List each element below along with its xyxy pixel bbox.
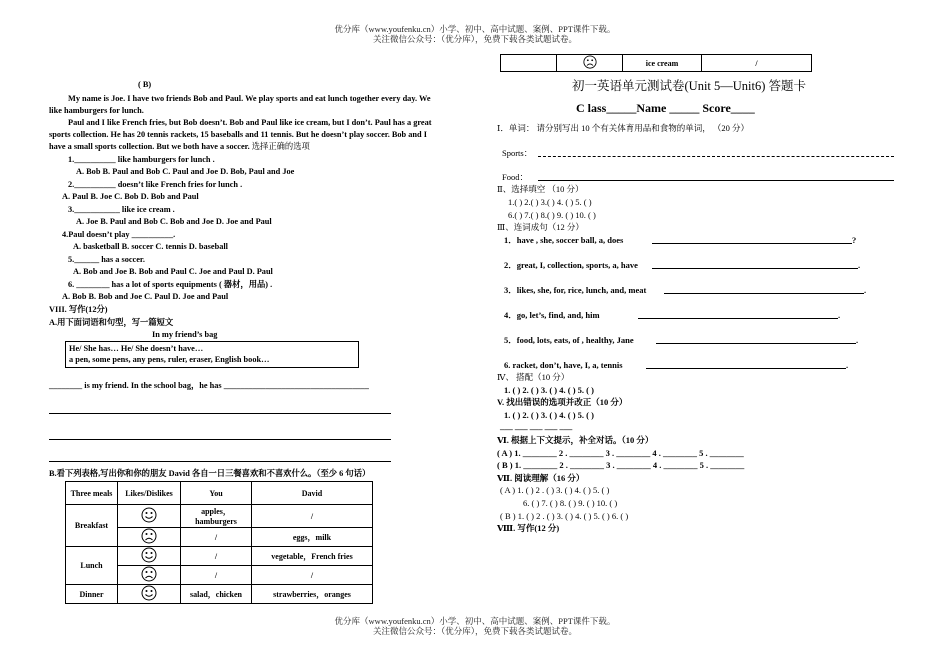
david-cell: strawberries，oranges (252, 585, 373, 604)
meals-table (65, 481, 373, 604)
writing-title: VIII. 写作(12分) (49, 305, 108, 314)
section-6-row-b: ( B ) 1. ________ 2 . ________ 3 . ________ 4 . ________ 5 . ________ (497, 460, 745, 470)
happy-face-icon (141, 585, 157, 601)
header-line-2: 关注微信公众号：（优分库），免费下载各类试题试卷。 (372, 34, 577, 44)
sports-label: Sports： (502, 148, 533, 158)
word-box-line-2: a pen, some pens, any pens, ruler, eraser, English book… (69, 355, 270, 364)
sentence-answer-line[interactable] (656, 343, 856, 344)
passage-text: have a small sports collection. But we both have a soccer. (49, 142, 250, 151)
empty-cell (501, 55, 557, 72)
you-cell: apples，hamburgers (181, 505, 252, 528)
meal-lunch: Lunch (66, 547, 118, 585)
footer-line-2: 关注微信公众号：（优分库），免费下载各类试题试卷。 (372, 626, 577, 636)
writing-b-instruction: B.看下列表格,写出你和你的朋友 David 各自一日三餐喜欢和不喜欢什么。（至少 6 句话） (49, 469, 371, 478)
slash-cell: / (702, 55, 812, 72)
face-cell (118, 505, 181, 528)
section-4-row: 1. ( ) 2. ( ) 3. ( ) 4. ( ) 5. ( ) (504, 385, 594, 395)
header-likes-dislikes: Likes/Dislikes (118, 482, 181, 505)
section-5-blanks: ___ ___ ___ ___ ___ (500, 421, 573, 431)
sentence-prompt: 1．have , she, soccer ball, a, does (504, 235, 624, 245)
passage-instruction: 选择正确的选项 (251, 142, 310, 151)
you-cell: / (181, 528, 252, 547)
passage-line: sports collection. He has 20 tennis rackets, 15 baseballs and 11 tennis. But he doesn’t play soccer. Bob and I (49, 130, 427, 139)
sentence-answer-line[interactable] (664, 293, 864, 294)
question-options: A. basketball B. soccer C. tennis D. baseball (73, 242, 228, 251)
sports-answer-line[interactable] (538, 156, 894, 157)
answer-line[interactable] (49, 461, 391, 462)
answer-line[interactable] (49, 413, 391, 414)
question-options: A. Bob B. Bob and Joe C. Paul D. Joe and Paul (62, 292, 229, 301)
answer-card-title: 初一英语单元测试卷(Unit 5—Unit6) 答题卡 (572, 79, 807, 93)
section-3-title: Ⅲ、连词成句（12 分） (497, 222, 584, 232)
section-1-title: Ⅰ．单词： 请分别写出 10 个有关体育用品和食物的单词， （20 分） (497, 123, 749, 133)
sentence-end-mark: . (838, 310, 841, 320)
section-6-row-a: ( A ) 1. ________ 2 . ________ 3 . ________ 4 . ________ 5 . ________ (497, 448, 744, 458)
sentence-end-mark: . (856, 335, 859, 345)
face-cell (118, 566, 181, 585)
sad-face-icon (141, 528, 157, 544)
section-7-title: Ⅶ. 阅读理解（16 分） (497, 473, 585, 483)
question: 4.Paul doesn’t play __________. (62, 230, 176, 239)
sentence-answer-line[interactable] (638, 318, 838, 319)
sentence-end-mark: . (864, 285, 867, 295)
you-cell: / (181, 566, 252, 585)
section-8-title: Ⅷ. 写作(12 分) (497, 523, 560, 533)
section-5-title: V. 找出错误的选项并改正（10 分） (497, 397, 628, 407)
question: 6. ________ has a lot of sports equipments ( 器材，用品) . (68, 280, 273, 289)
food-label: Food： (502, 172, 528, 182)
question-options: A. Bob and Joe B. Bob and Paul C. Joe and Paul D. Paul (73, 267, 273, 276)
class-name-score: C lass_____Name _____ Score____ (576, 101, 755, 115)
section-2-row-1: 1.( ) 2.( ) 3.( ) 4. ( ) 5. ( ) (508, 197, 592, 207)
ice-cream-cell: ice cream (623, 55, 702, 72)
you-cell: / (181, 547, 252, 566)
sentence-answer-line[interactable] (646, 368, 846, 369)
section-b-label: ( B) (138, 80, 152, 89)
word-box (65, 341, 359, 368)
you-cell: salad，chicken (181, 585, 252, 604)
david-cell: vegetable，French fries (252, 547, 373, 566)
meal-breakfast: Breakfast (66, 505, 118, 547)
david-cell: eggs，milk (252, 528, 373, 547)
sentence-end-mark: . (846, 360, 849, 370)
writing-a-instruction: A.用下面词语和句型，写一篇短文 (49, 318, 174, 327)
passage-line-last (49, 142, 310, 152)
answer-line[interactable] (49, 439, 391, 440)
sentence-answer-line[interactable] (652, 243, 852, 244)
sentence-prompt: 6. racket, don’t, have, I, a, tennis (504, 360, 623, 370)
header-three-meals: Three meals (66, 482, 118, 505)
section-7-row-a2: 6. ( ) 7. ( ) 8. ( ) 9. ( ) 10. ( ) (523, 498, 618, 508)
header-line-1: 优分库（www.youfenku.cn）小学、初中、高中试题、案例、PPT课件下载。 (334, 24, 616, 34)
happy-face-icon (141, 547, 157, 563)
section-2-row-2: 6.( ) 7.( ) 8.( ) 9. ( ) 10. ( ) (508, 210, 596, 220)
bag-title: In my friend’s bag (152, 330, 218, 339)
question: 1.__________ like hamburgers for lunch . (68, 155, 215, 164)
meal-dinner: Dinner (66, 585, 118, 604)
sentence-end-mark: . (858, 260, 861, 270)
section-7-row-b: ( B ) 1. ( ) 2 . ( ) 3. ( ) 4. ( ) 5. ( ) 6. ( ) (500, 511, 629, 521)
face-cell (118, 528, 181, 547)
sentence-prompt: 4．go, let’s, find, and, him (504, 310, 600, 320)
section-7-row-a1: ( A ) 1. ( ) 2 . ( ) 3. ( ) 4. ( ) 5. ( ) (500, 485, 610, 495)
happy-face-icon (141, 507, 157, 523)
food-answer-line[interactable] (538, 180, 894, 181)
section-5-row: 1. ( ) 2. ( ) 3. ( ) 4. ( ) 5. ( ) (504, 410, 594, 420)
sentence-answer-line[interactable] (652, 268, 858, 269)
face-cell (118, 547, 181, 566)
passage-line: My name is Joe. I have two friends Bob and Paul. We play sports and eat lunch together every day. We (68, 94, 431, 103)
sentence-prompt: 3．likes, she, for, rice, lunch, and, meat (504, 285, 647, 295)
section-4-title: Ⅳ、 搭配（10 分） (497, 372, 570, 382)
question: 2.__________ doesn’t like French fries for lunch . (68, 180, 243, 189)
david-cell: / (252, 505, 373, 528)
question-options: A. Bob B. Paul and Bob C. Paul and Joe D. Bob, Paul and Joe (76, 167, 295, 176)
david-cell: / (252, 566, 373, 585)
question-options: A. Paul B. Joe C. Bob D. Bob and Paul (62, 192, 199, 201)
sad-face-icon (583, 55, 597, 69)
word-box-line-1: He/ She has… He/ She doesn’t have… (69, 344, 204, 353)
section-2-title: Ⅱ、选择填空 （10 分） (497, 184, 584, 194)
section-6-title: Ⅵ. 根据上下文提示，补全对话。（10 分） (497, 435, 654, 445)
sentence-prompt: 2．great, I, collection, sports, a, have (504, 260, 638, 270)
sentence-end-mark: ? (852, 235, 857, 245)
question: 3.___________ like ice cream . (68, 205, 175, 214)
question-options: A. Joe B. Paul and Bob C. Bob and Joe D. Joe and Paul (76, 217, 272, 226)
face-cell (557, 55, 623, 72)
header-you: You (181, 482, 252, 505)
question: 5.______ has a soccer. (68, 255, 145, 264)
header-david: David (252, 482, 373, 505)
top-table-fragment (500, 54, 812, 72)
passage-line: Paul and I like French fries, but Bob doesn’t. Bob and Paul like ice cream, but I don’t. Paul has a great (68, 118, 432, 127)
sentence-prompt: 5．food, lots, eats, of , healthy, Jane (504, 335, 634, 345)
face-cell (118, 585, 181, 604)
friend-line: ________ is my friend. In the school bag，he has ___________________________________ (49, 381, 369, 390)
footer-line-1: 优分库（www.youfenku.cn）小学、初中、高中试题、案例、PPT课件下载。 (334, 616, 616, 626)
passage-line: like hamburgers for lunch. (49, 106, 144, 115)
sad-face-icon (141, 566, 157, 582)
